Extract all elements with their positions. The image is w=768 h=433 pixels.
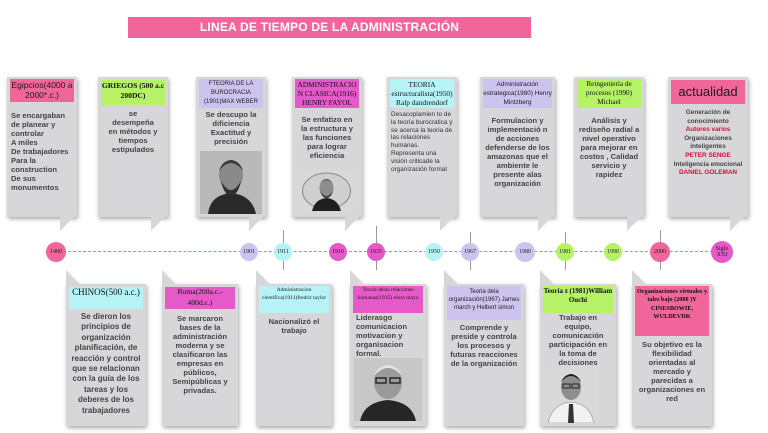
max-weber-photo [200, 151, 262, 214]
actualidad-line: Inteligencia emocional [673, 160, 743, 168]
event-card-virtuales [632, 284, 712, 426]
event-header-ouchi: Teoría z (1981)William Ouchi [543, 286, 613, 313]
timeline-marker: 1980 [515, 242, 535, 262]
callout-tail [627, 217, 641, 231]
event-text-mayo: Liderasgo comunicacion motivacion y organisacion formal. [356, 313, 408, 358]
timeline-marker: 1911 [274, 243, 292, 261]
callout-tail [162, 270, 176, 284]
event-header-mintzberg: Administración estrategica(1980) Henry Mintzberg [483, 81, 552, 106]
event-card-egipcios [7, 77, 77, 217]
event-header-egipcios: Egipcios(4000 a 2000*.c.) [11, 80, 73, 100]
event-header-roma: Roma(200a.c.- 400d.c.) [165, 287, 235, 309]
event-card-taylor [256, 284, 332, 426]
event-text-actualidad [672, 109, 744, 178]
timeline-marker: 1400 [46, 242, 66, 262]
event-text-egipcios: Se encargaban de planear y controlar A miles De trabajadores Para la construction De sus monumentos [11, 111, 69, 192]
timeline-marker: 1990 [604, 243, 622, 261]
callout-tail [256, 270, 270, 284]
event-text-chinos: Se dieron los principios de organización planificación, de reacción y control que se relacionan con la guía de los tareas y los deberes de los trabajadores [71, 312, 141, 415]
event-text-march-simon: Comprende y preside y controla los procesos y futuras reacciones de la organización [450, 323, 518, 368]
actualidad-line: DANIEL GOLEMAN [678, 169, 738, 177]
callout-tail [350, 270, 364, 284]
timeline-marker: 2000 [650, 242, 670, 262]
event-card-chinos [66, 284, 146, 426]
timeline-marker: 1981 [556, 243, 574, 261]
event-header-estructuralista: TEORIA estructuralista(1950) Ralp dandrendorf [391, 80, 453, 108]
callout-tail [345, 217, 359, 231]
event-header-virtuales: Organizaciones virtuales y tales bajo (2000 )Y CINESBOWIE, WULDEVDK [635, 286, 709, 336]
timeline-marker: 1967 [461, 243, 479, 261]
event-text-reingenieria: Análisis y rediseño radial a nivel operativo para mejorar en costos , Calidad servicio y rapidez [578, 116, 640, 179]
event-text-ouchi: Trabajo en equipo, comunicación participación en la toma de decisiones [548, 313, 608, 367]
event-card-fayol [292, 77, 362, 217]
actualidad-line: PETER SENGE [685, 151, 731, 159]
callout-tail [632, 270, 646, 284]
callout-tail [444, 270, 458, 284]
actualidad-line: Organizaciones inteligentes [684, 134, 732, 151]
timeline-marker: 1916 [329, 243, 347, 261]
event-card-roma [162, 284, 238, 426]
event-card-mintzberg [480, 77, 555, 217]
event-header-chinos: CHINOS(500 a.c.) [69, 287, 143, 309]
event-header-actualidad: actualidad [671, 80, 745, 104]
event-text-fayol: Se enfatizo en la estructura y las funciones para lograr eficiencia [301, 115, 353, 160]
callout-tail [249, 217, 263, 231]
event-header-griegos: GRIEGOS (500 a.c 200DC) [101, 80, 165, 105]
event-header-march-simon: Teoria dela organización(1967) James march y Helbert simon [447, 286, 521, 320]
timeline-marker: 1950 [425, 243, 443, 261]
elton-mayo-photo [354, 358, 422, 421]
event-text-estructuralista: Desacoplamien to de la teoría burocratica y se acerca la teoria de las relaciones humanas. Representa una visión criticade la organización formal [391, 111, 453, 173]
callout-tail [538, 217, 552, 231]
event-card-griegos [98, 77, 168, 217]
callout-tail [151, 217, 165, 231]
event-text-taylor: Nacionalizó el trabajo [268, 317, 320, 335]
event-card-estructuralista [387, 77, 457, 217]
event-card-ouchi [540, 284, 616, 426]
event-header-weber: FTEORIA DE LA BUROCRACIA (1901)MAX WEBER [199, 79, 263, 108]
page-title: LINEA DE TIEMPO DE LA ADMINISTRACIÓN [128, 17, 531, 38]
event-text-weber: Se descupo la dificiencia Exactitud y precisión [205, 110, 257, 146]
event-text-roma: Se marcaron bases de la administración moderna y se clasificaron las empresas en públicos, Semipúblicas y privadas. [172, 314, 228, 395]
event-header-fayol: ADMINISTRACIO N CLASICA(1916) HENRY FAYOL [295, 79, 359, 108]
event-text-mintzberg: Formulacion y implementació n de acciones defenderse de los amazonas que el ambiente le presente alas organización [485, 116, 550, 188]
event-text-virtuales: Su objetivo es la flexibilidad orientadas al mercado y parecidas a organizaciones en red [638, 340, 706, 403]
callout-tail [540, 270, 554, 284]
event-card-mayo [350, 284, 426, 426]
timeline-marker: Siglo XXI [711, 241, 733, 263]
henry-fayol-photo [299, 171, 354, 211]
event-card-reingenieria [574, 77, 644, 217]
event-card-actualidad [668, 77, 748, 217]
event-text-griegos: se desempeña en métodos y tiempos estipulados [108, 109, 158, 154]
event-header-mayo: Teoria delas relaciones humanas(1935) elton mayo [353, 286, 423, 313]
timeline-axis [48, 251, 728, 252]
event-header-taylor: Administracion cientifica(1911)fredrir taylor [259, 286, 329, 313]
event-card-weber [196, 77, 266, 217]
callout-tail [730, 217, 744, 231]
timeline-marker: 1935 [367, 243, 385, 261]
actualidad-line: Autores varios [685, 126, 731, 134]
event-card-march-simon [444, 284, 524, 426]
callout-tail [66, 270, 80, 284]
callout-tail [60, 217, 74, 231]
actualidad-line: Generación de conocimiento [685, 109, 731, 125]
event-header-reingenieria: Reingeniería de procesos (1990) Michael [577, 79, 641, 108]
william-ouchi-photo [544, 368, 598, 423]
timeline-marker: 1901 [240, 243, 258, 261]
callout-tail [440, 217, 454, 231]
